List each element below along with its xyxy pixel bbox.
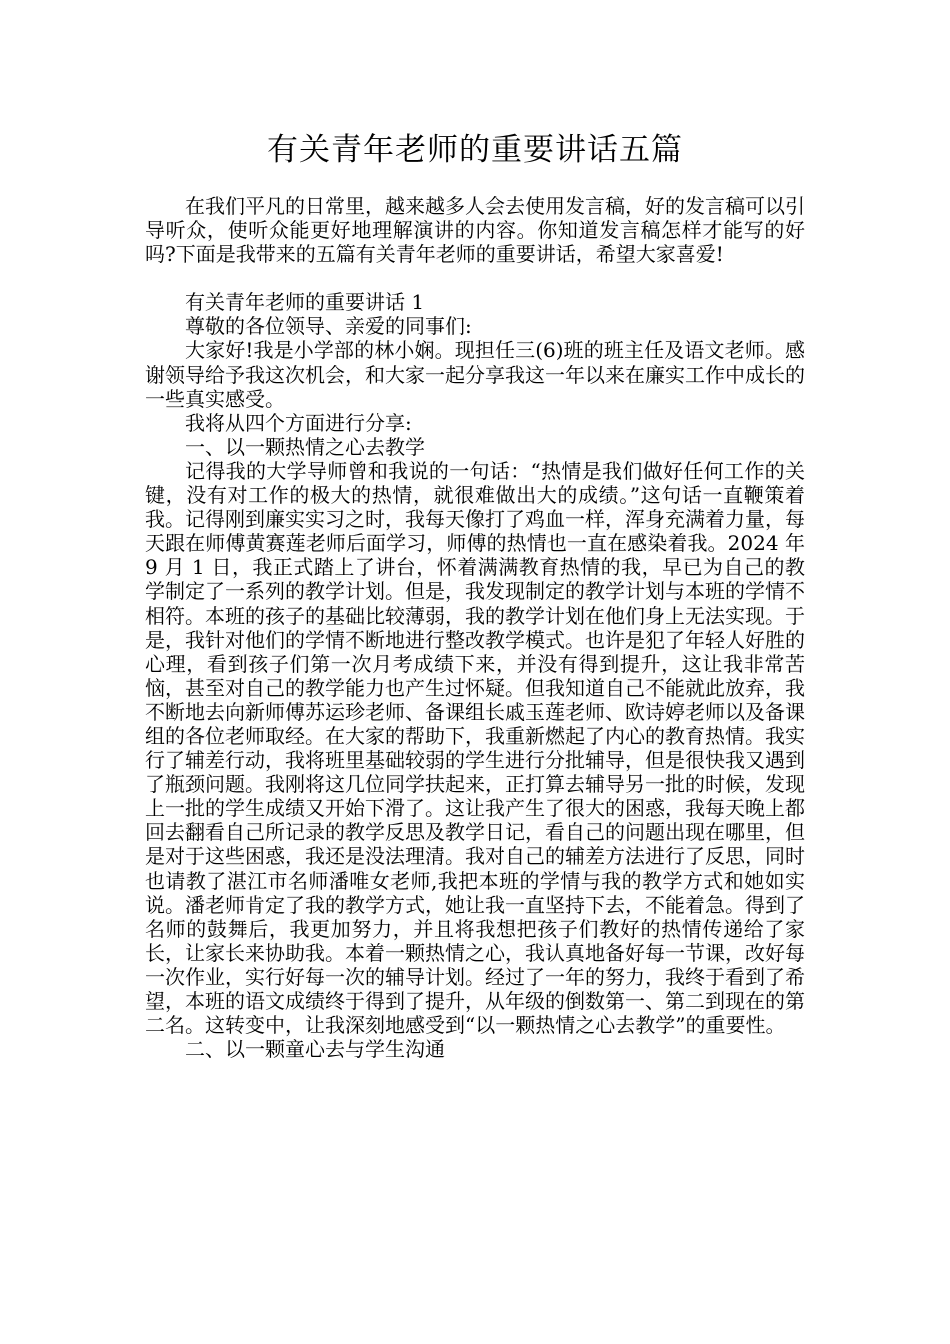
salutation: 尊敬的各位领导、亲爱的同事们:: [185, 314, 472, 339]
point-heading-1: 一、以一颗热情之心去教学: [185, 434, 425, 459]
body-paragraph-1: 大家好!我是小学部的林小娴。现担任三(6)班的班主任及语文老师。感谢领导给予我这次机会，和大家一起分享我这一年以来在廉实工作中成长的一些真实感受。: [145, 338, 805, 411]
body-paragraph-2: 我将从四个方面进行分享:: [185, 410, 412, 435]
document-title: 有关青年老师的重要讲话五篇: [267, 132, 683, 168]
section-heading: 有关青年老师的重要讲话 1: [185, 290, 425, 315]
document-page: [145, 128, 805, 1061]
body-paragraph-3: 记得我的大学导师曾和我说的一句话：“热情是我们做好任何工作的关键，没有对工作的极大的热情，就很难做出大的成绩。”这句话一直鞭策着我。记得刚到廉实实习之时，我每天像打了鸡血一样，浑身充满着力量，每天跟在师傅黄赛莲老师后面学习，师傅的热情也一直在感染着我。2024 年 9 月 1 日，我正式踏上了讲台，怀着满满教育热情的我，早已为自己的教学制定了一系列的教学计划。但是，我发现制定的教学计划与本班的学情不相符。本班的孩子的基础比较薄弱，我的教学计划在他们身上无法实现。于是，我针对他们的学情不断地进行整改教学模式。也许是犯了年轻人好胜的心理，看到孩子们第一次月考成绩下来，并没有得到提升，这让我非常苦恼，甚至对自己的教学能力也产生过怀疑。但我知道自己不能就此放弃，我不断地去向新师傅苏运珍老师、备课组长戚玉莲老师、欧诗婷老师以及备课组的各位老师取经。在大家的帮助下，我重新燃起了内心的教育热情。我实行了辅差行动，我将班里基础较弱的学生进行分批辅导，但是很快我又遇到了瓶颈问题。我刚将这几位同学扶起来，正打算去辅导另一批的时候，发现上一批的学生成绩又开始下滑了。这让我产生了很大的困惑，我每天晚上都回去翻看自己所记录的教学反思及教学日记，看自己的问题出现在哪里，但是对于这些困惑，我还是没法理清。我对自己的辅差方法进行了反思，同时也请教了湛江市名师潘唯女老师,我把本班的学情与我的教学方式和她如实说。潘老师肯定了我的教学方式，她让我一直坚持下去，不能着急。得到了名师的鼓舞后，我更加努力，并且将我想把孩子们教好的热情传递给了家长，让家长来协助我。本着一颗热情之心，我认真地备好每一节课，改好每一次作业，实行好每一次的辅导计划。经过了一年的努力，我终于看到了希望，本班的语文成绩终于得到了提升，从年级的倒数第一、第二到现在的第二名。这转变中，让我深刻地感受到“以一颗热情之心去教学”的重要性。: [145, 458, 805, 1038]
intro-paragraph: 在我们平凡的日常里，越来越多人会去使用发言稿，好的发言稿可以引导听众，使听众能更好地理解演讲的内容。你知道发言稿怎样才能写的好吗?下面是我带来的五篇有关青年老师的重要讲话，希望大家喜爱!: [145, 194, 805, 267]
point-heading-2: 二、以一颗童心去与学生沟通: [185, 1037, 445, 1062]
paragraph-gap: [145, 266, 805, 290]
